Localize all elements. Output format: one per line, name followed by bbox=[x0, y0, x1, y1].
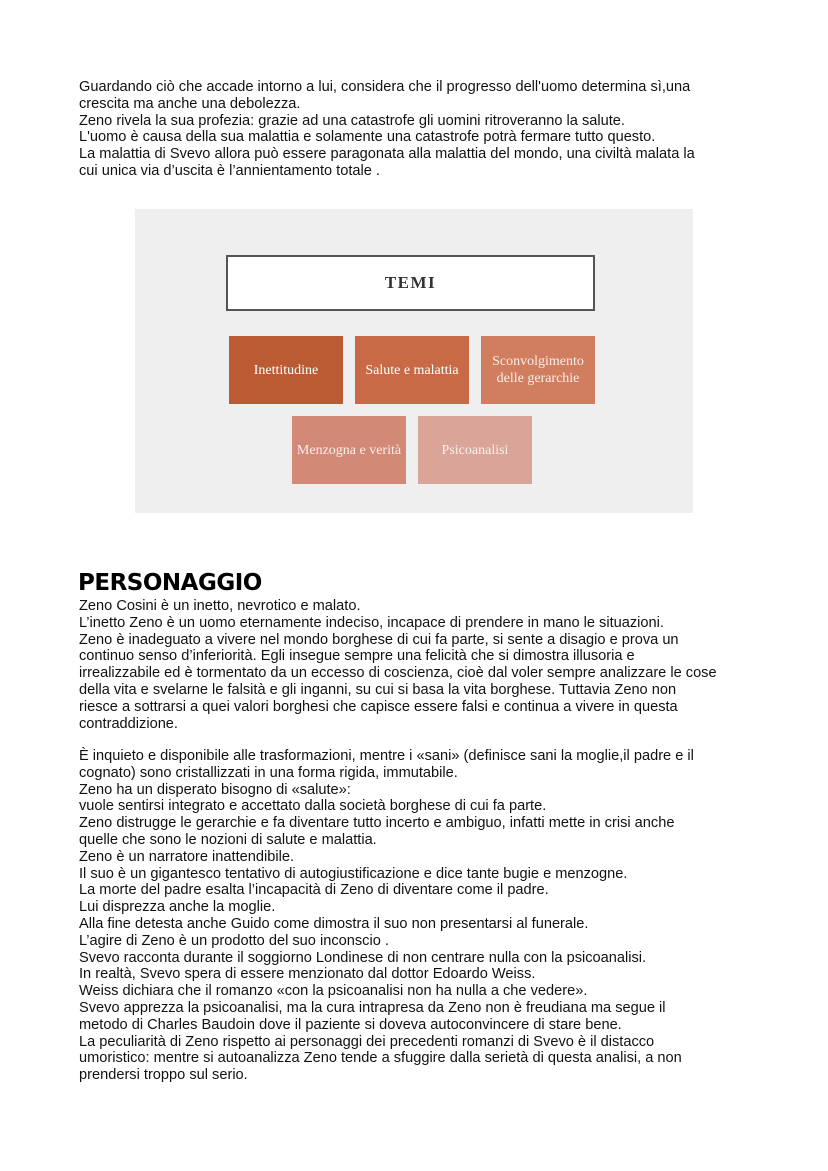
text-line: Svevo racconta durante il soggiorno Londinese di non centrare nulla con la psicoanalisi. bbox=[79, 949, 647, 966]
diagram-title: TEMI bbox=[226, 255, 595, 311]
text-line: continuo senso d’inferiorità. Egli insegue sempre una felicità che si dimostra illusoria e bbox=[79, 648, 635, 665]
text-line: L’agire di Zeno è un prodotto del suo inconscio . bbox=[79, 932, 389, 949]
text-line: Alla fine detesta anche Guido come dimostra il suo non presentarsi al funerale. bbox=[79, 915, 589, 932]
text-line: In realtà, Svevo spera di essere menzionato dal dottor Edoardo Weiss. bbox=[79, 966, 536, 983]
theme-box-psicoanalisi: Psicoanalisi bbox=[418, 416, 532, 484]
text-line: Zeno ha un disperato bisogno di «salute»: bbox=[79, 781, 351, 798]
text-line: Svevo apprezza la psicoanalisi, ma la cura intrapresa da Zeno non è freudiana ma segue il bbox=[79, 999, 666, 1016]
text-line: vuole sentirsi integrato e accettato dalla società borghese di cui fa parte. bbox=[79, 798, 547, 815]
theme-box-inettitudine: Inettitudine bbox=[229, 336, 343, 404]
text-line: crescita ma anche una debolezza. bbox=[79, 95, 301, 112]
text-line: La peculiarità di Zeno rispetto ai personaggi dei precedenti romanzi di Svevo è il distacco bbox=[79, 1033, 655, 1050]
text-line: Zeno è un narratore inattendibile. bbox=[79, 848, 294, 865]
text-line: irrealizzabile ed è tormentato da un eccesso di coscienza, cioè dal voler sempre analizzare le cose bbox=[79, 665, 717, 682]
text-line: Zeno è inadeguato a vivere nel mondo borghese di cui fa parte, si sente a disagio e prova un bbox=[79, 631, 679, 648]
text-line: umoristico: mentre si autoanalizza Zeno tende a sfuggire dalla serietà di questa analisi, a non bbox=[79, 1050, 682, 1067]
text-line: prendersi troppo sul serio. bbox=[79, 1067, 248, 1084]
personaggio-paragraph-1 bbox=[79, 598, 769, 732]
text-line: Lui disprezza anche la moglie. bbox=[79, 899, 276, 916]
text-line: cognato) sono cristallizzati in una forma rigida, immutabile. bbox=[79, 764, 458, 781]
intro-paragraph bbox=[79, 79, 769, 180]
text-line: riesce a sottrarsi a quei valori borghesi che capisce essere falsi e continua a vivere in questa bbox=[79, 698, 678, 715]
text-line: contraddizione. bbox=[79, 715, 178, 732]
theme-box-sconvolgimento-gerarchie: Sconvolgimento delle gerarchie bbox=[481, 336, 595, 404]
text-line: L'uomo è causa della sua malattia e solamente una catastrofe potrà fermare tutto questo. bbox=[79, 129, 656, 146]
text-line: Weiss dichiara che il romanzo «con la psicoanalisi non ha nulla a che vedere». bbox=[79, 983, 588, 1000]
text-line: quelle che sono le nozioni di salute e malattia. bbox=[79, 831, 377, 848]
theme-box-menzogna-e-verita: Menzogna e verità bbox=[292, 416, 406, 484]
text-line: metodo di Charles Baudoin dove il paziente si doveva autoconvincere di stare bene. bbox=[79, 1016, 622, 1033]
text-line: Guardando ciò che accade intorno a lui, considera che il progresso dell'uomo determina sì,una bbox=[79, 79, 691, 95]
text-line: Zeno distrugge le gerarchie e fa diventare tutto incerto e ambiguo, infatti mette in crisi anche bbox=[79, 815, 675, 832]
text-line: L’inetto Zeno è un uomo eternamente indeciso, incapace di prendere in mano le situazioni. bbox=[79, 614, 664, 631]
personaggio-paragraph-2 bbox=[79, 748, 769, 1084]
text-line: Zeno rivela la sua profezia: grazie ad una catastrofe gli uomini ritroveranno la salute. bbox=[79, 112, 625, 129]
text-line: La morte del padre esalta l’incapacità di Zeno di diventare come il padre. bbox=[79, 882, 549, 899]
themes-diagram bbox=[135, 209, 693, 513]
text-line: Il suo è un gigantesco tentativo di autogiustificazione e dice tante bugie e menzogne. bbox=[79, 865, 628, 882]
section-heading: PERSONAGGIO bbox=[78, 570, 262, 596]
text-line: La malattia di Svevo allora può essere paragonata alla malattia del mondo, una civiltà malata la bbox=[79, 146, 695, 163]
theme-box-salute-e-malattia: Salute e malattia bbox=[355, 336, 469, 404]
text-line: È inquieto e disponibile alle trasformazioni, mentre i «sani» (definisce sani la moglie,il padre e il bbox=[79, 748, 694, 764]
text-line: cui unica via d’uscita è l’annientamento totale . bbox=[79, 162, 380, 179]
text-line: Zeno Cosini è un inetto, nevrotico e malato. bbox=[79, 598, 361, 614]
text-line: della vita e svelarne le falsità e gli inganni, su cui si basa la vita borghese. Tuttavia Zeno non bbox=[79, 681, 677, 698]
